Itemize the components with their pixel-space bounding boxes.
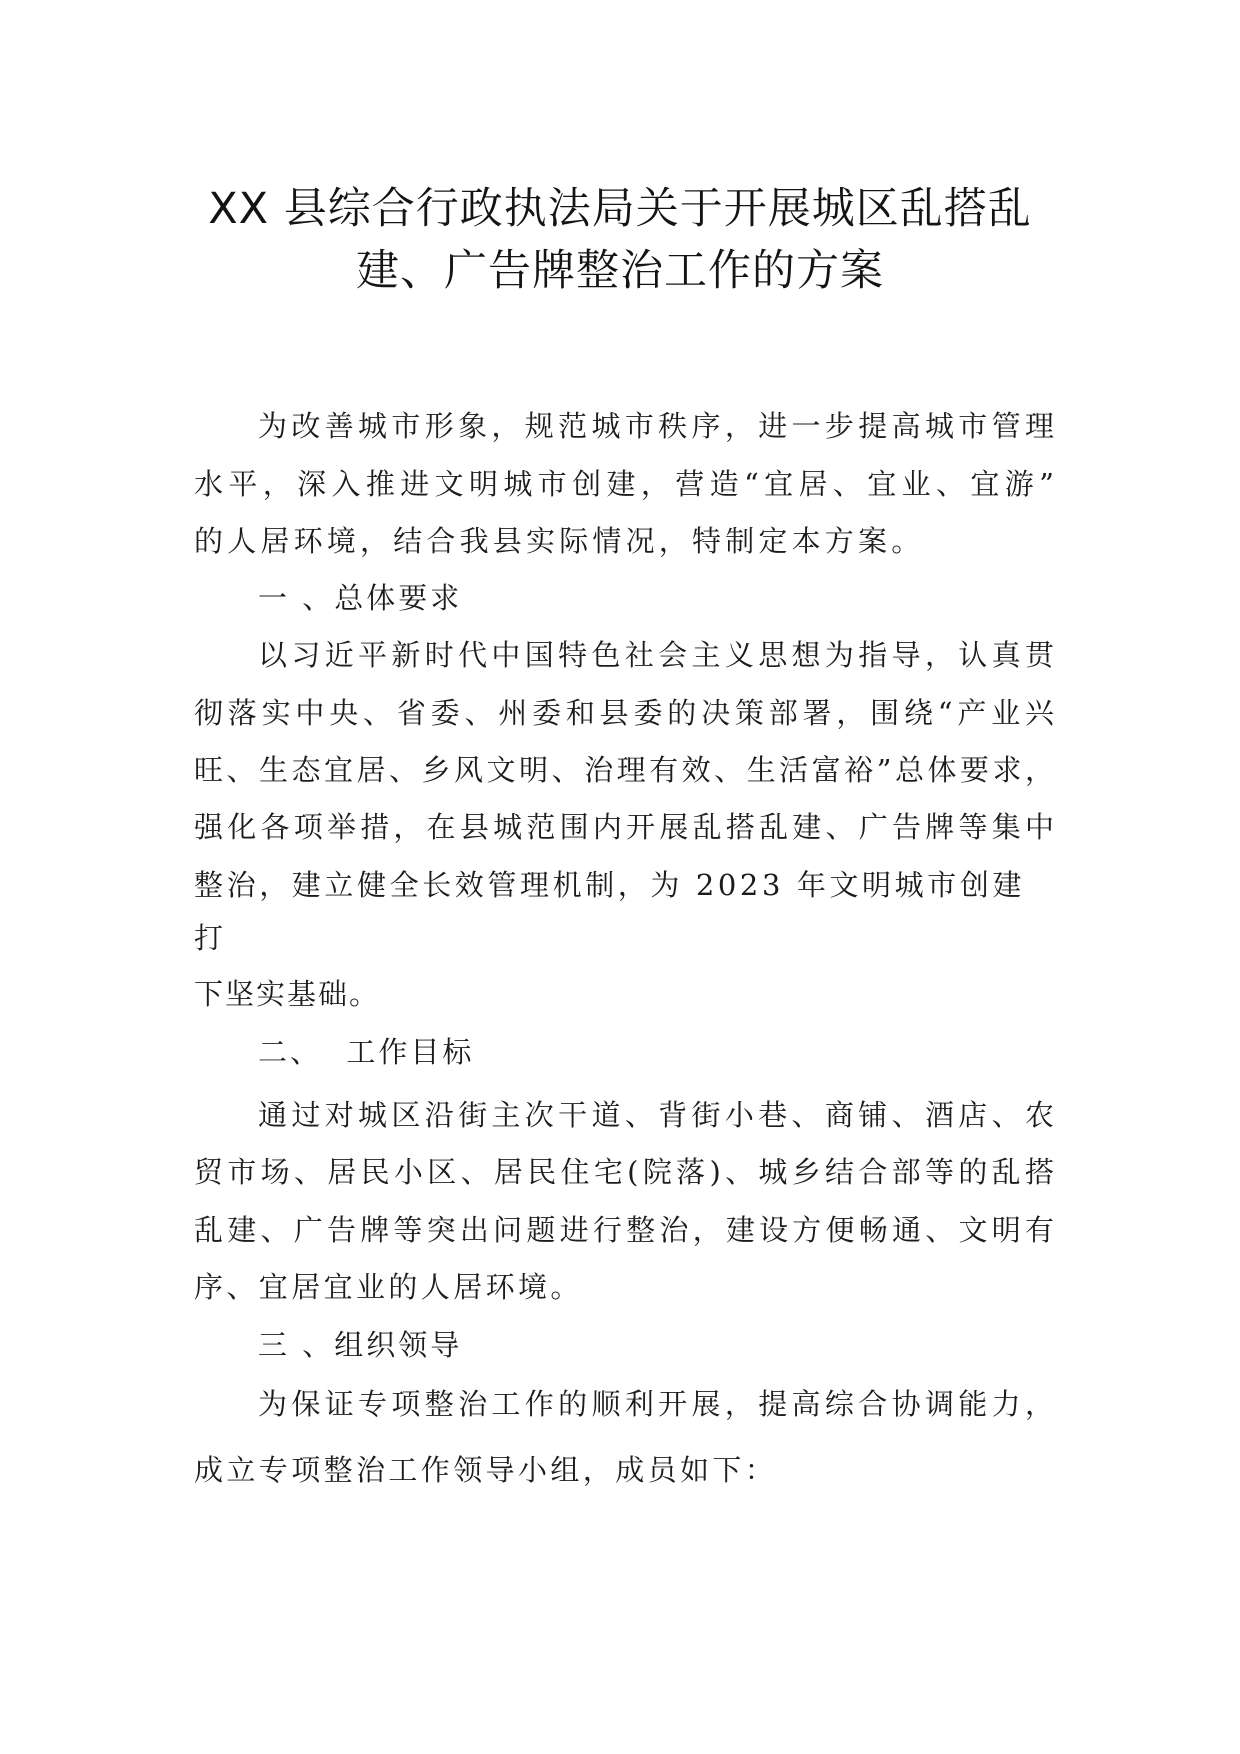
paragraph-requirements-line-3: 旺、生态宜居、乡风文明、治理有效、生活富裕”总体要求， [194,753,1054,787]
paragraph-goals-line-4: 序、宜居宜业的人居环境。 [194,1270,583,1304]
section-heading-1: 一 、总体要求 [258,581,463,615]
paragraph-requirements-line-6: 打 [194,921,224,955]
section-heading-2: 二、 工作目标 [258,1035,475,1069]
paragraph-intro-line-1: 为改善城市形象，规范城市秩序，进一步提高城市管理 [258,409,1054,443]
paragraph-goals-line-2: 贸市场、居民小区、居民住宅(院落)、城乡结合部等的乱搭 [194,1155,1054,1189]
paragraph-intro-line-3: 的人居环境，结合我县实际情况，特制定本方案。 [194,524,925,558]
paragraph-intro-line-2: 水平，深入推进文明城市创建，营造“宜居、宜业、宜游” [194,467,1054,501]
paragraph-leadership-line-1: 为保证专项整治工作的顺利开展，提高综合协调能力， [258,1387,1054,1421]
paragraph-goals-line-1: 通过对城区沿街主次干道、背街小巷、商铺、酒店、农 [258,1098,1054,1132]
paragraph-leadership-line-2: 成立专项整治工作领导小组，成员如下： [194,1453,778,1487]
paragraph-requirements-line-2: 彻落实中央、省委、州委和县委的决策部署，围绕“产业兴 [194,696,1054,730]
paragraph-requirements-line-5: 整治，建立健全长效管理机制，为 2023 年文明城市创建 [194,868,1026,902]
paragraph-goals-line-3: 乱建、广告牌等突出问题进行整治，建设方便畅通、文明有 [194,1213,1054,1247]
paragraph-requirements-line-4: 强化各项举措，在县城范围内开展乱搭乱建、广告牌等集中 [194,810,1054,844]
paragraph-requirements-line-1: 以习近平新时代中国特色社会主义思想为指导，认真贯 [258,638,1054,672]
document-title-line-1: XX 县综合行政执法局关于开展城区乱搭乱 [208,184,1032,234]
section-heading-3: 三 、组织领导 [258,1328,463,1362]
document-title-line-2: 建、广告牌整治工作的方案 [356,246,884,296]
paragraph-requirements-line-7: 下坚实基础。 [194,977,381,1011]
